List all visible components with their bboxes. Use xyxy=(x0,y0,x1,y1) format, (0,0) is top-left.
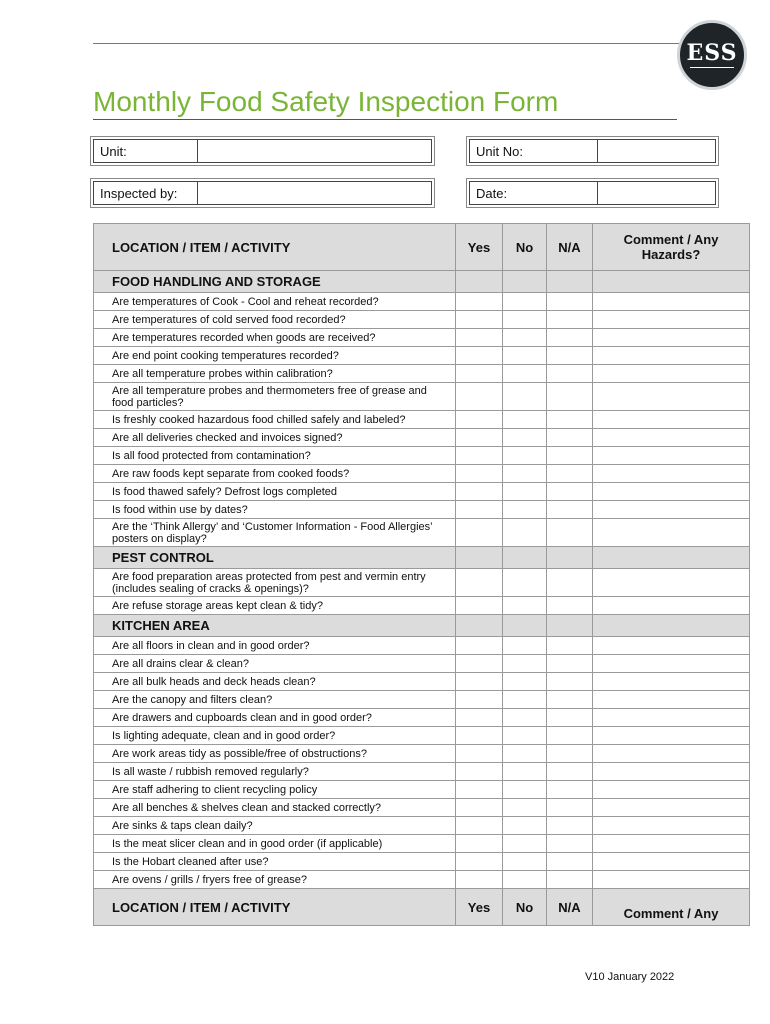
inspected-by-label: Inspected by: xyxy=(94,182,198,204)
table-row xyxy=(94,501,750,519)
table-row xyxy=(94,519,750,547)
na-cell[interactable] xyxy=(547,655,593,673)
no-cell[interactable] xyxy=(503,673,547,691)
comment-cell[interactable] xyxy=(593,597,750,615)
logo-text: ESS xyxy=(686,40,738,66)
company-logo xyxy=(677,20,747,90)
table-row xyxy=(94,465,750,483)
yes-cell[interactable] xyxy=(456,569,503,597)
section-blank-cell xyxy=(503,547,547,569)
table-row xyxy=(94,835,750,853)
yes-cell[interactable] xyxy=(456,329,503,347)
date-label: Date: xyxy=(470,182,598,204)
comment-cell[interactable] xyxy=(593,411,750,429)
table-row xyxy=(94,763,750,781)
table-row xyxy=(94,853,750,871)
section-blank-cell xyxy=(503,271,547,293)
comment-cell[interactable] xyxy=(593,311,750,329)
na-cell[interactable] xyxy=(547,383,593,411)
no-cell[interactable] xyxy=(503,347,547,365)
no-cell[interactable] xyxy=(503,569,547,597)
comment-cell[interactable] xyxy=(593,709,750,727)
table-footer-row xyxy=(94,889,750,926)
table-row xyxy=(94,745,750,763)
comment-cell[interactable] xyxy=(593,501,750,519)
yes-cell[interactable] xyxy=(456,817,503,835)
na-cell[interactable] xyxy=(547,727,593,745)
comment-cell[interactable] xyxy=(593,763,750,781)
question-text: Is lighting adequate, clean and in good order? xyxy=(94,727,456,745)
section-row xyxy=(94,547,750,569)
comment-cell[interactable] xyxy=(593,569,750,597)
yes-cell[interactable] xyxy=(456,853,503,871)
na-cell[interactable] xyxy=(547,311,593,329)
no-cell[interactable] xyxy=(503,835,547,853)
section-blank-cell xyxy=(547,547,593,569)
table-row xyxy=(94,429,750,447)
table-row xyxy=(94,871,750,889)
yes-cell[interactable] xyxy=(456,835,503,853)
table-row xyxy=(94,329,750,347)
na-cell[interactable] xyxy=(547,483,593,501)
section-blank-cell xyxy=(547,271,593,293)
na-cell[interactable] xyxy=(547,411,593,429)
yes-cell[interactable] xyxy=(456,483,503,501)
table-row xyxy=(94,637,750,655)
no-cell[interactable] xyxy=(503,501,547,519)
comment-cell[interactable] xyxy=(593,329,750,347)
yes-cell[interactable] xyxy=(456,597,503,615)
section-blank-cell xyxy=(547,615,593,637)
unit-input[interactable] xyxy=(198,140,431,162)
question-text: Is all food protected from contamination? xyxy=(94,447,456,465)
footer-comment: Comment / Any xyxy=(593,889,750,926)
no-cell[interactable] xyxy=(503,311,547,329)
question-text: Are all bulk heads and deck heads clean? xyxy=(94,673,456,691)
question-text: Are all temperature probes and thermometers free of grease and food particles? xyxy=(94,383,456,411)
na-cell[interactable] xyxy=(547,465,593,483)
no-cell[interactable] xyxy=(503,691,547,709)
section-title: FOOD HANDLING AND STORAGE xyxy=(94,271,456,293)
date-input[interactable] xyxy=(598,182,715,204)
comment-cell[interactable] xyxy=(593,383,750,411)
question-text: Are work areas tidy as possible/free of obstructions? xyxy=(94,745,456,763)
table-row xyxy=(94,293,750,311)
question-text: Are temperatures of Cook - Cool and reheat recorded? xyxy=(94,293,456,311)
yes-cell[interactable] xyxy=(456,637,503,655)
yes-cell[interactable] xyxy=(456,383,503,411)
table-row xyxy=(94,799,750,817)
yes-cell[interactable] xyxy=(456,465,503,483)
yes-cell[interactable] xyxy=(456,365,503,383)
no-cell[interactable] xyxy=(503,799,547,817)
section-title: PEST CONTROL xyxy=(94,547,456,569)
comment-cell[interactable] xyxy=(593,835,750,853)
na-cell[interactable] xyxy=(547,293,593,311)
comment-cell[interactable] xyxy=(593,293,750,311)
table-row xyxy=(94,691,750,709)
na-cell[interactable] xyxy=(547,429,593,447)
yes-cell[interactable] xyxy=(456,411,503,429)
section-blank-cell xyxy=(593,615,750,637)
na-cell[interactable] xyxy=(547,447,593,465)
question-text: Are refuse storage areas kept clean & tidy? xyxy=(94,597,456,615)
footer-yes: Yes xyxy=(456,889,503,926)
section-blank-cell xyxy=(456,615,503,637)
yes-cell[interactable] xyxy=(456,781,503,799)
comment-cell[interactable] xyxy=(593,447,750,465)
table-row xyxy=(94,597,750,615)
question-text: Are temperatures recorded when goods are received? xyxy=(94,329,456,347)
header-yes: Yes xyxy=(456,224,503,271)
inspected-by-field xyxy=(93,181,432,205)
na-cell[interactable] xyxy=(547,501,593,519)
table-row xyxy=(94,447,750,465)
na-cell[interactable] xyxy=(547,365,593,383)
question-text: Is all waste / rubbish removed regularly? xyxy=(94,763,456,781)
comment-cell[interactable] xyxy=(593,465,750,483)
comment-cell[interactable] xyxy=(593,799,750,817)
comment-cell[interactable] xyxy=(593,853,750,871)
footer-no: No xyxy=(503,889,547,926)
question-text: Are all temperature probes within calibration? xyxy=(94,365,456,383)
table-row xyxy=(94,817,750,835)
yes-cell[interactable] xyxy=(456,673,503,691)
na-cell[interactable] xyxy=(547,597,593,615)
no-cell[interactable] xyxy=(503,853,547,871)
na-cell[interactable] xyxy=(547,637,593,655)
logo-underline xyxy=(690,67,734,68)
na-cell[interactable] xyxy=(547,763,593,781)
yes-cell[interactable] xyxy=(456,429,503,447)
header-no: No xyxy=(503,224,547,271)
unit-no-field xyxy=(469,139,716,163)
header-location: LOCATION / ITEM / ACTIVITY xyxy=(94,224,456,271)
yes-cell[interactable] xyxy=(456,871,503,889)
comment-cell[interactable] xyxy=(593,871,750,889)
inspection-table xyxy=(93,223,750,926)
yes-cell[interactable] xyxy=(456,691,503,709)
no-cell[interactable] xyxy=(503,447,547,465)
question-text: Are end point cooking temperatures recorded? xyxy=(94,347,456,365)
question-text: Are ovens / grills / fryers free of grease? xyxy=(94,871,456,889)
no-cell[interactable] xyxy=(503,871,547,889)
footer-location: LOCATION / ITEM / ACTIVITY xyxy=(94,889,456,926)
yes-cell[interactable] xyxy=(456,727,503,745)
question-text: Are temperatures of cold served food recorded? xyxy=(94,311,456,329)
na-cell[interactable] xyxy=(547,347,593,365)
na-cell[interactable] xyxy=(547,745,593,763)
question-text: Are the canopy and filters clean? xyxy=(94,691,456,709)
section-row xyxy=(94,615,750,637)
no-cell[interactable] xyxy=(503,365,547,383)
question-text: Are drawers and cupboards clean and in good order? xyxy=(94,709,456,727)
section-title: KITCHEN AREA xyxy=(94,615,456,637)
comment-cell[interactable] xyxy=(593,691,750,709)
comment-cell[interactable] xyxy=(593,817,750,835)
question-text: Are all drains clear & clean? xyxy=(94,655,456,673)
na-cell[interactable] xyxy=(547,519,593,547)
no-cell[interactable] xyxy=(503,655,547,673)
question-text: Are sinks & taps clean daily? xyxy=(94,817,456,835)
comment-cell[interactable] xyxy=(593,519,750,547)
no-cell[interactable] xyxy=(503,781,547,799)
yes-cell[interactable] xyxy=(456,763,503,781)
yes-cell[interactable] xyxy=(456,293,503,311)
question-text: Is the Hobart cleaned after use? xyxy=(94,853,456,871)
section-blank-cell xyxy=(456,271,503,293)
comment-cell[interactable] xyxy=(593,727,750,745)
question-text: Is the meat slicer clean and in good order (if applicable) xyxy=(94,835,456,853)
table-row xyxy=(94,655,750,673)
no-cell[interactable] xyxy=(503,329,547,347)
na-cell[interactable] xyxy=(547,673,593,691)
yes-cell[interactable] xyxy=(456,447,503,465)
table-row xyxy=(94,383,750,411)
no-cell[interactable] xyxy=(503,293,547,311)
no-cell[interactable] xyxy=(503,429,547,447)
section-blank-cell xyxy=(456,547,503,569)
table-row xyxy=(94,781,750,799)
comment-cell[interactable] xyxy=(593,483,750,501)
table-row xyxy=(94,709,750,727)
na-cell[interactable] xyxy=(547,569,593,597)
na-cell[interactable] xyxy=(547,799,593,817)
question-text: Are all deliveries checked and invoices signed? xyxy=(94,429,456,447)
comment-cell[interactable] xyxy=(593,347,750,365)
comment-cell[interactable] xyxy=(593,673,750,691)
yes-cell[interactable] xyxy=(456,347,503,365)
question-text: Are all benches & shelves clean and stacked correctly? xyxy=(94,799,456,817)
table-row xyxy=(94,311,750,329)
yes-cell[interactable] xyxy=(456,799,503,817)
no-cell[interactable] xyxy=(503,727,547,745)
table-row xyxy=(94,483,750,501)
no-cell[interactable] xyxy=(503,763,547,781)
na-cell[interactable] xyxy=(547,871,593,889)
unit-no-label: Unit No: xyxy=(470,140,598,162)
table-row xyxy=(94,365,750,383)
header-na: N/A xyxy=(547,224,593,271)
table-row xyxy=(94,569,750,597)
table-row xyxy=(94,727,750,745)
header-comment: Comment / Any Hazards? xyxy=(593,224,750,271)
yes-cell[interactable] xyxy=(456,501,503,519)
question-text: Is food within use by dates? xyxy=(94,501,456,519)
comment-cell[interactable] xyxy=(593,655,750,673)
na-cell[interactable] xyxy=(547,835,593,853)
unit-field xyxy=(93,139,432,163)
comment-cell[interactable] xyxy=(593,365,750,383)
na-cell[interactable] xyxy=(547,691,593,709)
table-row xyxy=(94,347,750,365)
question-text: Are the ‘Think Allergy’ and ‘Customer Information - Food Allergies’ posters on display? xyxy=(94,519,456,547)
no-cell[interactable] xyxy=(503,745,547,763)
unit-label: Unit: xyxy=(94,140,198,162)
question-text: Are staff adhering to client recycling policy xyxy=(94,781,456,799)
section-blank-cell xyxy=(593,271,750,293)
no-cell[interactable] xyxy=(503,709,547,727)
top-rule xyxy=(93,43,683,44)
comment-cell[interactable] xyxy=(593,745,750,763)
no-cell[interactable] xyxy=(503,637,547,655)
na-cell[interactable] xyxy=(547,709,593,727)
no-cell[interactable] xyxy=(503,519,547,547)
page-title: Monthly Food Safety Inspection Form xyxy=(93,86,559,117)
section-blank-cell xyxy=(593,547,750,569)
table-row xyxy=(94,673,750,691)
na-cell[interactable] xyxy=(547,853,593,871)
unit-no-input[interactable] xyxy=(598,140,715,162)
section-row xyxy=(94,271,750,293)
yes-cell[interactable] xyxy=(456,519,503,547)
no-cell[interactable] xyxy=(503,465,547,483)
no-cell[interactable] xyxy=(503,411,547,429)
section-blank-cell xyxy=(503,615,547,637)
question-text: Is food thawed safely? Defrost logs completed xyxy=(94,483,456,501)
question-text: Are food preparation areas protected from pest and vermin entry (includes sealing of cracks & openings)? xyxy=(94,569,456,597)
na-cell[interactable] xyxy=(547,817,593,835)
title-rule xyxy=(93,119,677,120)
comment-cell[interactable] xyxy=(593,429,750,447)
yes-cell[interactable] xyxy=(456,655,503,673)
table-row xyxy=(94,411,750,429)
yes-cell[interactable] xyxy=(456,745,503,763)
no-cell[interactable] xyxy=(503,383,547,411)
yes-cell[interactable] xyxy=(456,311,503,329)
comment-cell[interactable] xyxy=(593,781,750,799)
date-field xyxy=(469,181,716,205)
no-cell[interactable] xyxy=(503,483,547,501)
table-body xyxy=(94,271,750,889)
na-cell[interactable] xyxy=(547,329,593,347)
comment-cell[interactable] xyxy=(593,637,750,655)
no-cell[interactable] xyxy=(503,597,547,615)
yes-cell[interactable] xyxy=(456,709,503,727)
inspected-by-input[interactable] xyxy=(198,182,431,204)
version-footer: V10 January 2022 xyxy=(585,971,675,983)
na-cell[interactable] xyxy=(547,781,593,799)
table-header-row xyxy=(94,224,750,271)
question-text: Are raw foods kept separate from cooked foods? xyxy=(94,465,456,483)
footer-na: N/A xyxy=(547,889,593,926)
no-cell[interactable] xyxy=(503,817,547,835)
question-text: Is freshly cooked hazardous food chilled safely and labeled? xyxy=(94,411,456,429)
question-text: Are all floors in clean and in good order? xyxy=(94,637,456,655)
